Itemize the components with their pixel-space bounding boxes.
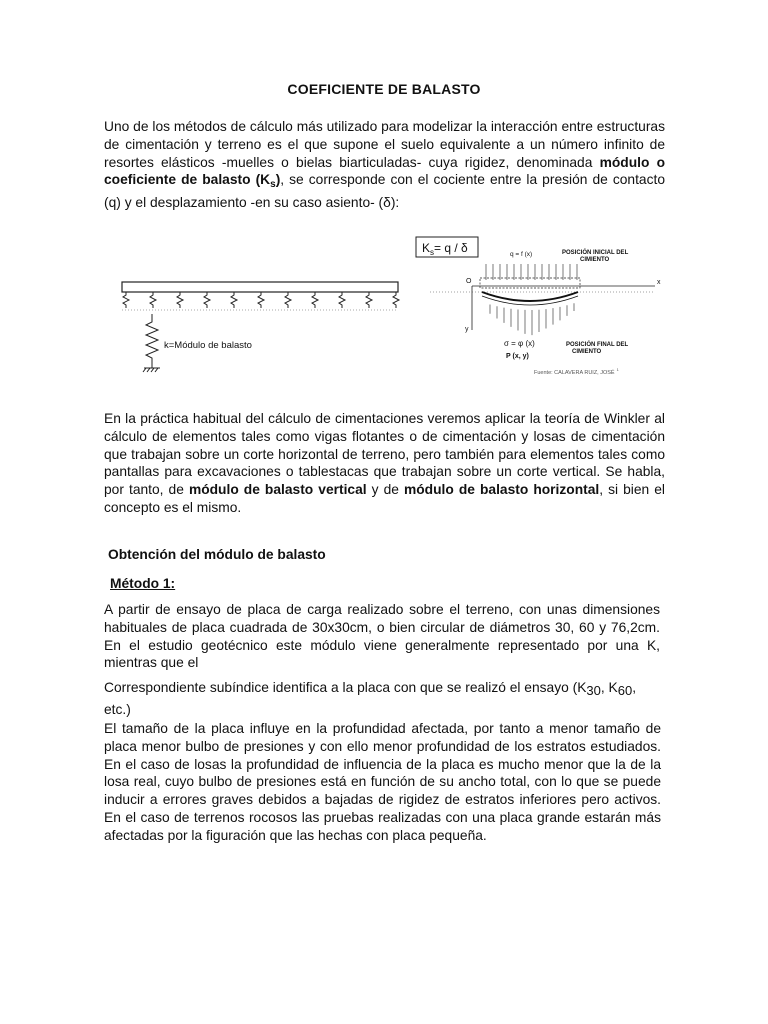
spring [285, 292, 291, 308]
figure-source: Fuente: CALAVERA RUIZ, JOSÉ$^1$ [534, 367, 619, 376]
beam-springs-figure [118, 270, 403, 380]
y-axis-label: y [465, 326, 469, 333]
page-title: COEFICIENTE DE BALASTO [287, 81, 481, 97]
spring [258, 292, 264, 308]
intro-text: Uno de los métodos de cálculo más utilizado para modelizar la interacción entre estructuras de cimentación y terreno es el que supone el suelo equivalente a un número infinito de resortes elásticos -muelles o bielas biarticuladas- cuya rigidez, denominada [104, 119, 665, 170]
origin-label: O [466, 278, 472, 285]
final-position-label: POSICIÓN FINAL DEL CIMIENTO [566, 342, 629, 355]
horizontal-modulus-term: módulo de balasto horizontal [403, 482, 600, 498]
initial-position-label: POSICIÓN INICIAL DEL CIMIENTO [562, 250, 629, 263]
final-foundation [482, 292, 578, 301]
spring-row [123, 292, 399, 308]
plate-size-paragraph: El tamaño de la placa influye en la profundidad afectada, por tanto a menor tamaño de placa menor bulbo de presiones y con ello menor profundidad de los estratos estudiados. En el caso de losas la profundidad de influencia de la placa es mucho menor que la de la losa real, cuyo bulbo de presiones está en función de su ancho total, con lo que se puede inducir a errores graves debidos a bajadas de rigidez de estratos inferiores pero activos. En el caso de terrenos rocosos las pruebas realizadas con una placa grande estarán más afectadas por la figuración que las hechas con placa pequeña. [104, 721, 661, 843]
spring [312, 292, 318, 308]
load-arrows [486, 264, 577, 280]
q-label: q = f (x) [510, 251, 533, 258]
spring [123, 292, 129, 308]
beam [122, 282, 398, 292]
winkler-paragraph: En la práctica habitual del cálculo de cimentaciones veremos aplicar la teoría de Winkler al cálculo de elementos tales como vigas flotantes o de cimentación y losas de cimentación que trabajan sobre un corte horizontal de terreno, pero también para elementos tales como pantallas para excavaciones o tablestacas que trabajan sobre un corte vertical. Se habla, por tanto, de módulo de balasto vertical y de módulo de balasto horizontal, si bien el concepto es el mismo. [104, 411, 665, 515]
spring [366, 292, 372, 308]
reaction-arrows [490, 303, 574, 335]
spring [393, 292, 399, 308]
intro-paragraph [104, 118, 665, 212]
sigma-label: σ = φ (x) [504, 339, 535, 348]
intro-text-end: , se corresponde con el cociente entre la presión de contacto (q) y el desplazamiento -en su caso asiento- (δ): [104, 172, 665, 211]
spring [204, 292, 210, 308]
vertical-modulus-term: módulo de balasto vertical [188, 482, 367, 498]
foundation-diagram [410, 234, 672, 382]
spring [150, 292, 156, 308]
x-axis-label: x [657, 279, 661, 286]
initial-foundation [480, 278, 580, 288]
spring [231, 292, 237, 308]
intro-bold-term: módulo o coeficiente de balasto $(K_s)$ [104, 154, 665, 191]
spring [177, 292, 183, 308]
point-label: P (x, y) [506, 353, 529, 360]
method-paragraph: A partir de ensayo de placa de carga realizado sobre el terreno, con unas dimensiones habituales de placa cuadrada de 30x30cm, o bien circular de diámetros 30, 60 y 76,2cm. En el estudio geotécnico este módulo viene generalmente representado por una K, mientras que el [104, 602, 660, 671]
method-heading: Método 1: [110, 576, 176, 591]
subindex-paragraph: Correspondiente subíndice identifica a la placa con que se realizó el ensayo ($K_{30}$, $K_{60}$, etc.) [104, 680, 637, 717]
formula-text: $K_s= q / \delta$ [422, 241, 468, 257]
spring [339, 292, 345, 308]
section-heading: Obtención del módulo de balasto [108, 547, 326, 562]
spring-detail [143, 314, 160, 372]
spring-label: k=Módulo de balasto [164, 340, 252, 351]
